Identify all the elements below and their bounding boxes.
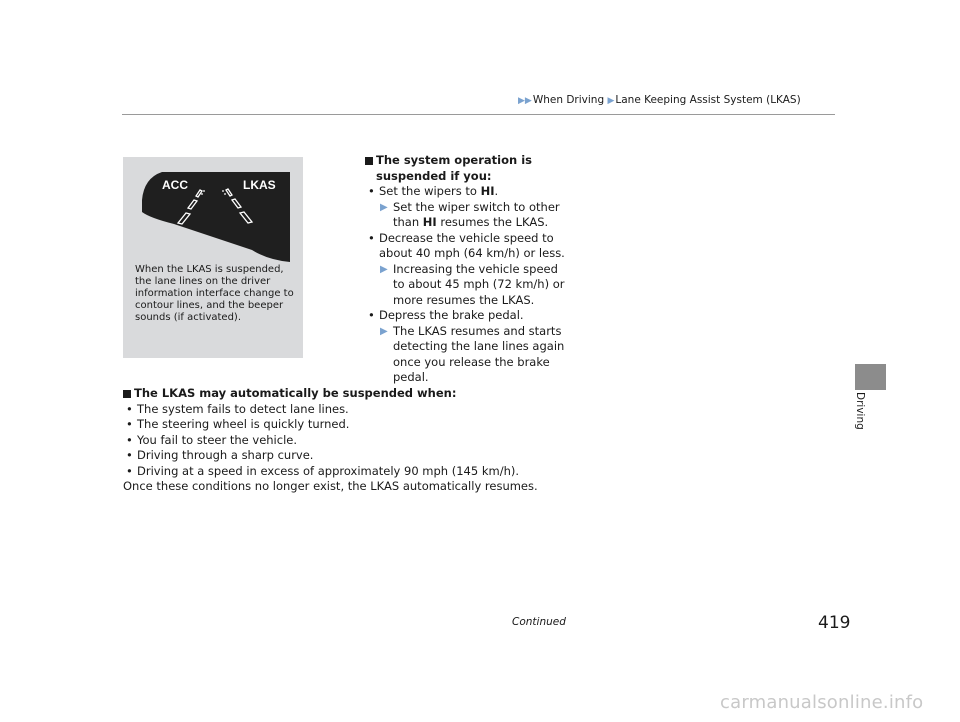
- chapter-tab-marker: [855, 364, 886, 390]
- section-heading-text: The LKAS may automatically be suspended when:: [134, 386, 457, 400]
- bullet-icon: •: [126, 401, 133, 416]
- bullet-icon: •: [126, 463, 133, 478]
- sub-item: ▶ The LKAS resumes and starts detecting the lane lines again once you release the brake pedal.: [380, 323, 565, 384]
- list-item: • The steering wheel is quickly turned.: [126, 417, 350, 431]
- suspended-if-section: [365, 153, 565, 386]
- breadcrumb-arrow-icon: ▶▶: [518, 96, 532, 106]
- list-item: • You fail to steer the vehicle.: [126, 432, 297, 447]
- closing-paragraph: Once these conditions no longer exist, the LKAS automatically resumes.: [123, 479, 538, 493]
- bullet-icon: •: [126, 417, 133, 431]
- section-heading: [123, 386, 543, 402]
- figure-caption: When the LKAS is suspended, the lane lines on the driver information interface change to contour lines, and the beeper sounds (if activated).: [135, 264, 294, 323]
- breadcrumb: [518, 94, 801, 106]
- sub-item: ▶ Increasing the vehicle speed to about 45 mph (72 km/h) or more resumes the LKAS.: [380, 261, 565, 307]
- heading-square-icon: [365, 157, 373, 165]
- header-divider: [122, 114, 835, 115]
- bullet-icon: •: [368, 308, 375, 322]
- arrow-right-icon: ▶: [380, 263, 388, 275]
- list-item: • The system fails to detect lane lines.: [126, 401, 349, 416]
- arrow-right-icon: ▶: [380, 325, 388, 337]
- list-item: • Driving through a sharp curve.: [126, 448, 314, 462]
- continued-label: Continued: [512, 616, 566, 628]
- bullet-icon: •: [126, 432, 133, 447]
- watermark: carmanualsonline.info: [720, 692, 924, 713]
- bullet-icon: •: [126, 448, 133, 462]
- list-item: • Set the wipers to HI.: [368, 184, 499, 198]
- chapter-tab-label: Driving: [854, 392, 866, 430]
- arrow-right-icon: ▶: [380, 201, 388, 213]
- section-heading: [365, 153, 565, 184]
- auto-suspended-section: [123, 386, 543, 495]
- breadcrumb-arrow-icon: ▶: [607, 96, 615, 106]
- list-item: • Decrease the vehicle speed to about 40 mph (64 km/h) or less.: [368, 230, 565, 260]
- page-number: 419: [818, 613, 851, 633]
- list-item: • Depress the brake pedal.: [368, 308, 524, 322]
- lkas-display-illustration: [140, 172, 290, 262]
- acc-indicator-label: ACC: [162, 178, 188, 192]
- section-heading-text: The system operation is suspended if you:: [376, 153, 532, 183]
- breadcrumb-item-when-driving[interactable]: When Driving: [532, 94, 605, 106]
- breadcrumb-item-lkas[interactable]: Lane Keeping Assist System (LKAS): [615, 94, 801, 106]
- list-item: • Driving at a speed in excess of approximately 90 mph (145 km/h).: [126, 463, 520, 478]
- sub-item: ▶ Set the wiper switch to other than HI resumes the LKAS.: [380, 199, 560, 229]
- lkas-indicator-label: LKAS: [243, 178, 276, 192]
- heading-square-icon: [123, 390, 131, 398]
- bullet-icon: •: [368, 230, 375, 245]
- bullet-icon: •: [368, 184, 375, 198]
